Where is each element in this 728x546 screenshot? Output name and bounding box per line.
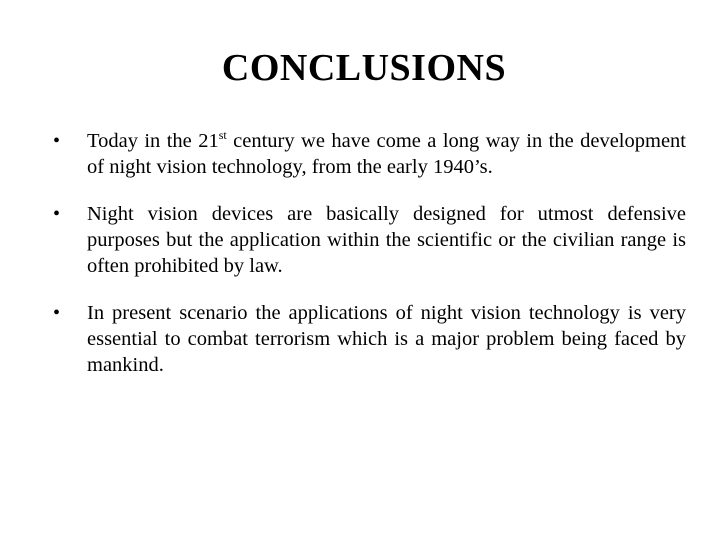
- bullet-marker-icon: •: [53, 203, 61, 225]
- slide-title: CONCLUSIONS: [221, 47, 507, 89]
- bullet-text: [87, 130, 686, 178]
- bullet-marker-icon: •: [53, 130, 61, 152]
- bullet-text: In present scenario the applications of night vision technology is very essential to combat terrorism which is a major problem being faced by mankind.: [87, 302, 686, 376]
- bullet-text-part: Today in the 21: [87, 130, 219, 152]
- bullet-text-part: century we have come a long way in the development of night vision technology, from the early 1940’s.: [87, 130, 686, 178]
- ordinal-superscript: st: [218, 128, 227, 143]
- bullet-item: [53, 128, 686, 180]
- bullet-marker-icon: •: [53, 302, 61, 324]
- bullet-item: [53, 300, 686, 378]
- bullet-text: Night vision devices are basically designed for utmost defensive purposes but the application within the scientific or the civilian range is often prohibited by law.: [87, 203, 686, 277]
- bullet-item: [53, 201, 686, 279]
- bullet-list: [53, 128, 686, 399]
